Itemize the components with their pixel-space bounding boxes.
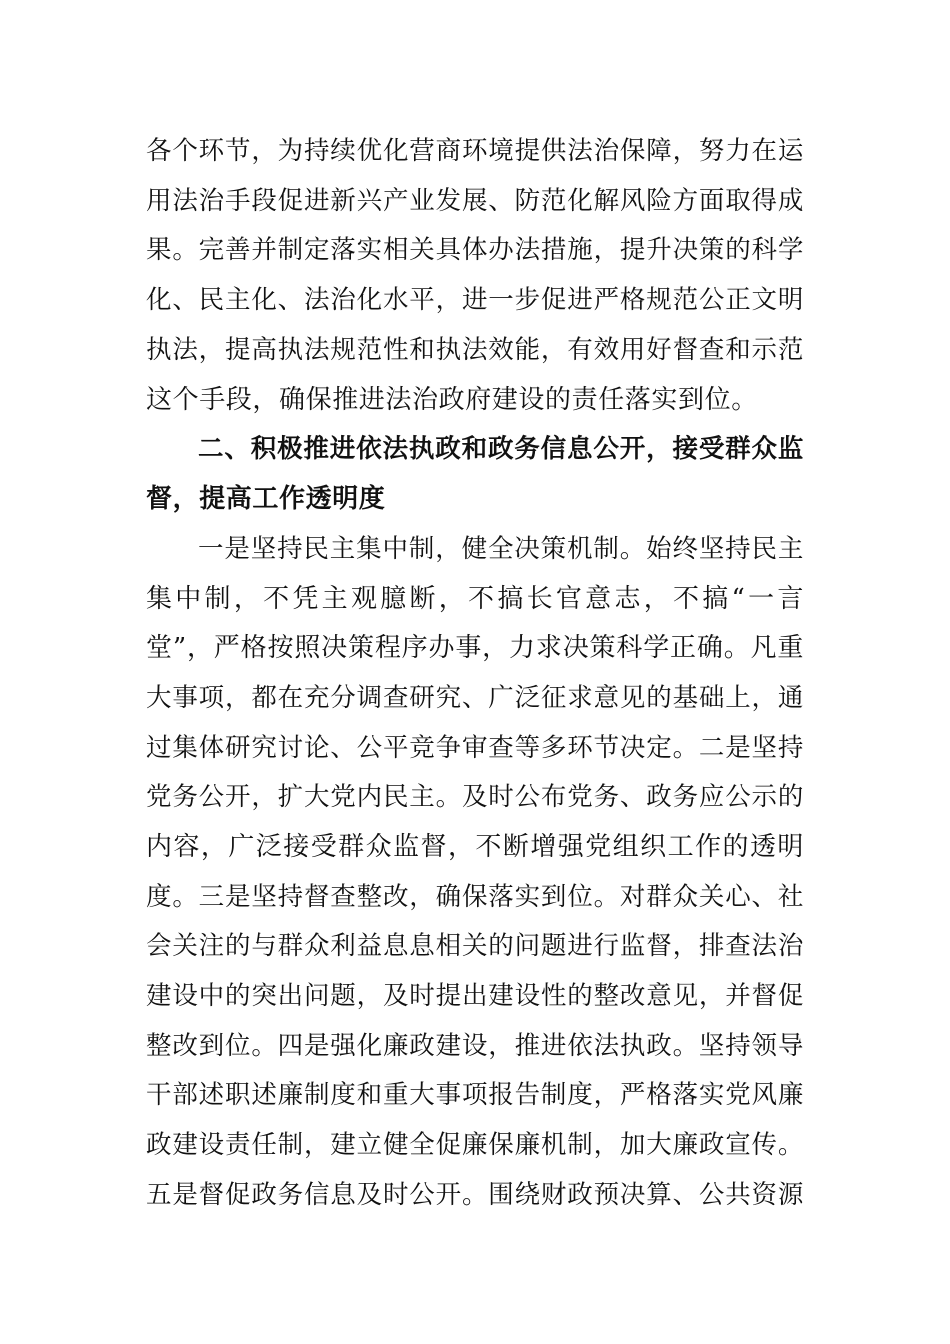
body-text-line: 果。完善并制定落实相关具体办法措施，提升决策的科学 (146, 235, 804, 265)
body-text-line: 这个手段，确保推进法治政府建设的责任落实到位。 (146, 385, 758, 415)
body-text-line: 大事项，都在充分调查研究、广泛征求意见的基础上，通 (146, 683, 804, 713)
body-text-line: 过集体研究讨论、公平竞争审查等多环节决定。二是坚持 (146, 733, 804, 763)
body-text-line: 堂”，严格按照决策程序办事，力求决策科学正确。凡重 (146, 633, 804, 663)
body-text-line: 集中制，不凭主观臆断，不搞长官意志，不搞“一言 (146, 584, 804, 614)
section-heading-line: 二、积极推进依法执政和政务信息公开，接受群众监 (198, 434, 804, 464)
section-heading-line: 督，提高工作透明度 (146, 484, 386, 514)
body-text-line: 五是督促政务信息及时公开。围绕财政预决算、公共资源 (146, 1180, 804, 1210)
body-text-line: 各个环节，为持续优化营商环境提供法治保障，努力在运 (146, 136, 804, 166)
body-text-line: 政建设责任制，建立健全促廉保廉机制，加大廉政宣传。 (146, 1130, 804, 1160)
body-text-line: 执法，提高执法规范性和执法效能，有效用好督查和示范 (146, 335, 804, 365)
body-text-line: 建设中的突出问题，及时提出建设性的整改意见，并督促 (146, 981, 804, 1011)
body-text-line: 内容，广泛接受群众监督，不断增强党组织工作的透明 (146, 832, 804, 862)
body-text-line: 度。三是坚持督查整改，确保落实到位。对群众关心、社 (146, 882, 804, 912)
body-text-line: 一是坚持民主集中制，健全决策机制。始终坚持民主 (198, 534, 804, 564)
body-text-line: 党务公开，扩大党内民主。及时公布党务、政务应公示的 (146, 782, 804, 812)
body-text-line: 会关注的与群众利益息息相关的问题进行监督，排查法治 (146, 931, 804, 961)
body-text-line: 化、民主化、法治化水平，进一步促进严格规范公正文明 (146, 285, 804, 315)
body-text-line: 整改到位。四是强化廉政建设，推进依法执政。坚持领导 (146, 1031, 804, 1061)
body-text-line: 用法治手段促进新兴产业发展、防范化解风险方面取得成 (146, 186, 804, 216)
body-text-line: 干部述职述廉制度和重大事项报告制度，严格落实党风廉 (146, 1080, 804, 1110)
